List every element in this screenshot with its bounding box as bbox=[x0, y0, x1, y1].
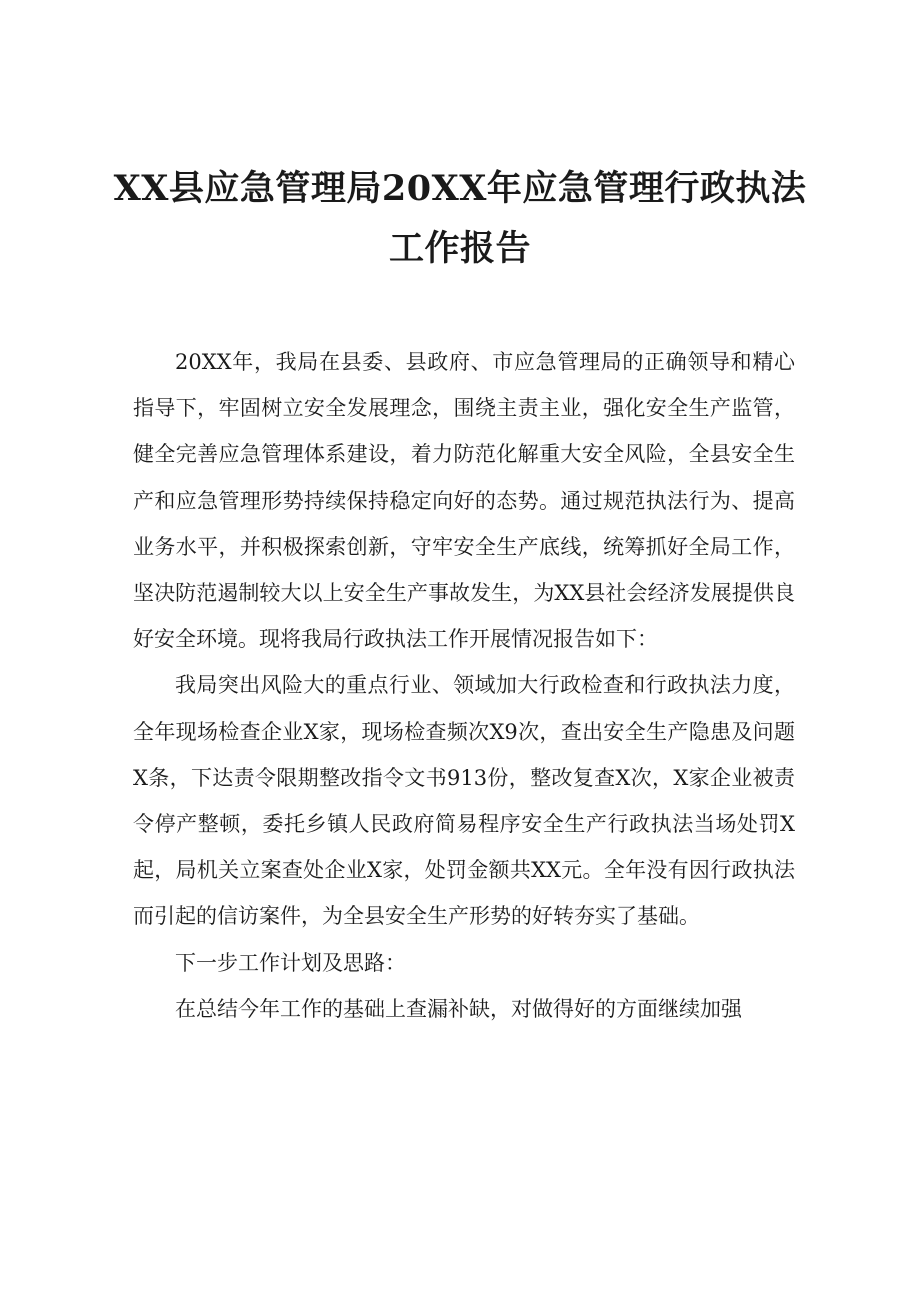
document-title-line-1: XX县应急管理局20XX年应急管理行政执法 bbox=[113, 168, 807, 209]
paragraph-enforcement: 我局突出风险大的重点行业、领域加大行政检查和行政执法力度，全年现场检查企业X家，现场检查频次X9次，查出安全生产隐患及问题X条，下达责令限期整改指令文书913份，整改复查X次，X家企业被责令停产整顿，委托乡镇人民政府简易程序安全生产行政执法当场处罚X起，局机关立案查处企业X家，处罚金额共XX元。全年没有因行政执法而引起的信访案件，为全县安全生产形势的好转夯实了基础。 bbox=[133, 673, 795, 929]
paragraph-next-steps: 在总结今年工作的基础上查漏补缺，对做得好的方面继续加强 bbox=[175, 996, 742, 1021]
document-title-line-2: 工作报告 bbox=[388, 228, 531, 269]
document-body bbox=[133, 339, 795, 1032]
paragraph-next-steps-heading: 下一步工作计划及思路： bbox=[175, 950, 406, 975]
paragraph-intro: 20XX年，我局在县委、县政府、市应急管理局的正确领导和精心指导下，牢固树立安全发展理念，围绕主责主业，强化安全生产监管，健全完善应急管理体系建设，着力防范化解重大安全风险，全县安全生产和应急管理形势持续保持稳定向好的态势。通过规范执法行为、提高业务水平，并积极探索创新，守牢安全生产底线，统筹抓好全局工作，坚决防范遏制较大以上安全生产事故发生，为XX县社会经济发展提供良好安全环境。现将我局行政执法工作开展情况报告如下： bbox=[133, 350, 795, 652]
